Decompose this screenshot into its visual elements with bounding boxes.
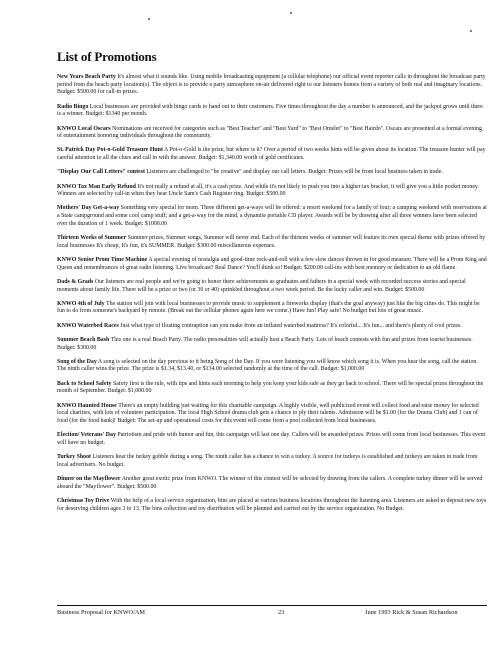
promotion-name: KNWO Waterbed Races	[57, 322, 119, 329]
promotion-description: It's not really a refund at all, it's a cash prize. And while it's not likely to push you into a higher tax bracket, it will give you a little pocket money. Winners are selected by call-in when they hear Uncle Sam's Cash Register ring. Budget: $500.00	[57, 183, 479, 198]
promotion-description: The station will join with local businesses to provide music to supplement a fireworks display (that's the goal anyway) just like the big cities do. This might be fun to do from someone's backyard by remote. (Break out the cellular phones again here we come.) Have fun! Play safe! No budget but lots of great music.	[57, 300, 480, 315]
promotion-name: Dinner on the Mayflower	[57, 476, 121, 483]
promotion-entry	[57, 104, 487, 119]
promotion-entry	[57, 301, 487, 316]
promotion-entry	[57, 126, 487, 141]
promotion-name: Turkey Shoot	[57, 454, 91, 461]
promotion-name: Back to School Safety	[57, 380, 112, 387]
promotion-entry	[57, 205, 487, 228]
promotion-name: Radio Bingo	[57, 103, 89, 110]
promotion-list	[57, 74, 487, 520]
promotion-entry	[57, 381, 487, 396]
promotion-name: KNWO Tax Man Early Refund	[57, 183, 136, 190]
promotion-entry	[57, 337, 487, 352]
promotion-description: A song is selected on the day previous to it being Song of the Day. If you were listening you will know which song it is. When you hear the song, call the station. The ninth caller wins the prize. The prize is $1.34, $13.40, or $134.00 selected randomly at the time of the call. Budget: $1,000.00	[57, 358, 478, 373]
promotion-name: KNWO 4th of July	[57, 300, 105, 307]
promotion-description: It's almost what it sounds like. Using mobile broadcasting equipment (a cellular telephone) our official event reporter calls in throughout the broadcast party period from the beach party location(s). The object is to provide a party atmosphere on-air delivered right to our listeners homes from a variety of both real and imaginary locations. Budget: $500.00 for call-in prizes.	[57, 74, 486, 96]
promotion-description: There's an empty building just waiting for this charitable campaign. A highly visible, well publicized event will collect food and raise money for selected local charities, with lots of volunteer participation. The local High School drama club gets a chance to ply their talents. Admission will be $1.00 (for the Drama Club) and 1 can of food (for the food bank)! Budget: The set-up and operational costs for this event will come from a pool collected from local businesses.	[57, 402, 479, 424]
promotion-name: Christmas Toy Drive	[57, 497, 110, 504]
promotion-name: Thirteen Weeks of Summer	[57, 235, 127, 242]
promotion-description: Nominations are received for categories such as "Best Teacher" and "Best Yard" to "Best Omelet" to "Best Hairdo". Oscars are presented at a formal evening of entertainment honoring individuals throughout the community.	[57, 125, 482, 140]
promotion-description: Safety first is the rule, with tips and hints each morning to help you keep your kids safe as they go back to school. There will be special prizes throughout the month of September. Budget: $1,000.00	[57, 380, 484, 395]
promotion-description: A special evening of nostalgia and good-time rock-and-roll with a few slow dances thrown in for good measure. There will be a Prom King and Queen and remembrances of great radio listening. Live broadcast? Real Dance? You'll think so! Budget: $200.00 call-ins with best memory or dedication to an old flame.	[57, 256, 487, 271]
promotion-entry	[57, 432, 487, 447]
footer-rule	[57, 605, 487, 606]
promotion-description: Summer prizes, Summer songs, Summer will never end. Each of the thirteen weeks of summer will feature its own special theme with prizes offered by local businesses It's cheap, It's fun, it's SUMMER. Budget: $300.00 miscellaneous expenses.	[57, 235, 486, 249]
document-title: List of Promotions	[57, 49, 157, 64]
promotion-description: Listeners hear the turkey gobble during a song. The ninth caller has a chance to win a turkey. A source for turkeys is established and turkeys are taken in trade from local advertisers. No budget.	[57, 454, 478, 468]
footer-left-text: Business Proposal for KNWO/AM	[57, 609, 145, 616]
promotion-entry	[57, 169, 487, 177]
scan-speck	[470, 30, 472, 32]
promotion-entry	[57, 454, 487, 469]
promotion-name: KNWO Haunted House	[57, 402, 117, 409]
promotion-description: Patriotism and pride with humor and fun, this campaign will last one day. Callers will be awarded prizes. Prizes will come from local businesses. This event will have no budget.	[57, 432, 486, 446]
footer-right-text: June 1993 Rick & Susan Richardson	[365, 609, 458, 616]
promotion-name: New Years Beach Party	[57, 74, 116, 80]
promotion-entry	[57, 359, 487, 374]
promotion-name: Dads & Grads	[57, 278, 94, 285]
promotion-name: Song of the Day	[57, 358, 97, 365]
promotion-entry	[57, 147, 487, 162]
promotion-name: KNWO Senior Prom Time Machine	[57, 256, 148, 263]
promotion-description: This one is a real Beach Party. The radio personalities will actually host a Beach Party. Lots of beach contests with fun and prizes from tourist businesses. Budget: $300.00	[57, 336, 473, 351]
promotion-description: Our listeners are real people and we're going to honor there achievements as graduates and fathers in a special week with recorded success stories and special moments about family life. There will be a prize or two (or 30 or 40) sprinkled throughout a two week period. Be the lucky caller and win. Budget: $500.00	[57, 278, 466, 293]
promotion-name: Election/ Veterans' Day	[57, 432, 116, 439]
promotion-description: Another great exotic prize from KNWO. The winner of this contest will be selected by drawing from the callers. A complete turkey dinner will be served aboard the "Mayflower". Budget: $500.00	[57, 476, 483, 490]
promotion-name: St. Patrick Day Pot-o-Gold Treasure Hunt	[57, 147, 163, 154]
promotion-name: KNWO Local Oscars	[57, 125, 111, 132]
promotion-entry	[57, 403, 487, 426]
promotion-name: Mothers' Day Get-a-way	[57, 205, 120, 212]
promotion-entry	[57, 235, 487, 250]
promotion-description: Listeners are challenged to "be creative" and display our call letters. Budget: Prizes will be from local business taken in trade.	[146, 169, 443, 176]
scan-speck	[148, 18, 150, 20]
promotion-entry	[57, 323, 487, 331]
promotion-entry	[57, 279, 487, 294]
promotion-entry	[57, 476, 487, 491]
promotion-description: Something very special for mom. Three different get-a-ways will be offered: a resort weekend for a family of four; a camping weekend with reservations at a State campground and some cool camp stuff; and a get-a-way for the mind, a dynamite portable CD player. Awards will be by drawing after all three winners have been selected over the duration of 1 week. Budget: $1000.00	[57, 205, 487, 227]
promotion-description: Local businesses are provided with bingo cards to hand out to their customers. Five times throughout the day a number is announced, and the jackpot grows until there is a winner. Budget: $1340 per month.	[57, 103, 483, 118]
promotion-description: With the help of a local service organization, bins are placed at various business locations throughout the listening area. Listeners are asked to deposit new toys for deserving children ages 3 to 13. The bins collection and toy distribution will be planned and carried out by the service organization. No Budget.	[57, 497, 487, 512]
page-number: 23	[278, 609, 285, 616]
promotion-entry	[57, 257, 487, 272]
promotion-description: A Pot-o-Gold is the prize, but where is it? Over a period of two weeks hints will be given about its location. The treasure hunter will pay careful attention to all the clues and call in with the answer. Budget: $1,340.00 worth of gold certificates.	[57, 147, 486, 162]
promotion-entry	[57, 498, 487, 513]
promotion-entry	[57, 184, 487, 199]
promotion-name: "Display Our Call Letters" contest	[57, 169, 145, 176]
promotion-entry	[57, 74, 487, 97]
scan-speck	[290, 12, 292, 14]
promotion-description: Just what type of floating contraption can you make from an inflated waterbed mattress? It's colorful... It's fun... and there's plenty of cool prizes.	[120, 322, 462, 329]
promotion-name: Summer Beach Bash	[57, 336, 110, 343]
